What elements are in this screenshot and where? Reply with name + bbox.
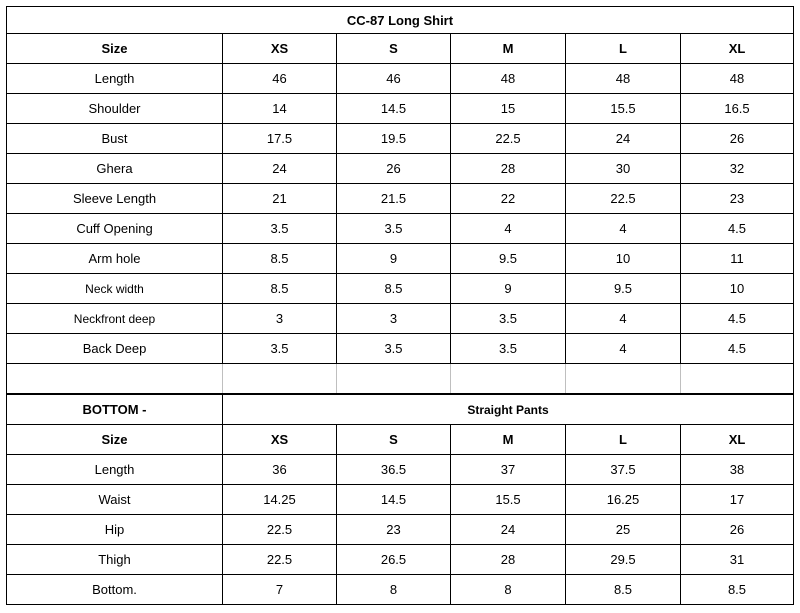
value-cell: 26 xyxy=(681,515,794,545)
value-cell: 8.5 xyxy=(681,575,794,605)
value-cell: 26 xyxy=(681,124,794,154)
pants-title: Straight Pants xyxy=(223,394,794,425)
value-cell: 8 xyxy=(451,575,566,605)
value-cell: 10 xyxy=(566,244,681,274)
row-label: Thigh xyxy=(7,545,223,575)
table-row xyxy=(7,545,794,575)
row-label: Shoulder xyxy=(7,94,223,124)
table-row xyxy=(7,244,794,274)
value-cell: 3.5 xyxy=(451,334,566,364)
value-cell: 25 xyxy=(566,515,681,545)
value-cell: 46 xyxy=(337,64,451,94)
value-cell: 14 xyxy=(223,94,337,124)
header-cell: L xyxy=(566,34,681,64)
value-cell: 28 xyxy=(451,154,566,184)
table-row xyxy=(7,334,794,364)
value-cell: 8 xyxy=(337,575,451,605)
table-row xyxy=(7,214,794,244)
value-cell: 26.5 xyxy=(337,545,451,575)
value-cell: 24 xyxy=(223,154,337,184)
value-cell: 8.5 xyxy=(223,274,337,304)
header-cell: S xyxy=(337,425,451,455)
row-label: Bust xyxy=(7,124,223,154)
table-row xyxy=(7,94,794,124)
value-cell: 10 xyxy=(681,274,794,304)
row-label: Waist xyxy=(7,485,223,515)
value-cell: 36.5 xyxy=(337,455,451,485)
value-cell: 14.5 xyxy=(337,485,451,515)
empty-cell xyxy=(681,364,794,395)
title-row xyxy=(7,7,794,34)
table-row xyxy=(7,64,794,94)
header-cell: XS xyxy=(223,425,337,455)
value-cell: 15 xyxy=(451,94,566,124)
value-cell: 26 xyxy=(337,154,451,184)
value-cell: 4.5 xyxy=(681,304,794,334)
row-label: Arm hole xyxy=(7,244,223,274)
header-cell: Size xyxy=(7,425,223,455)
row-label: Bottom. xyxy=(7,575,223,605)
row-label: Neckfront deep xyxy=(7,304,223,334)
value-cell: 15.5 xyxy=(566,94,681,124)
value-cell: 38 xyxy=(681,455,794,485)
value-cell: 21 xyxy=(223,184,337,214)
value-cell: 9 xyxy=(451,274,566,304)
value-cell: 22.5 xyxy=(223,545,337,575)
table-row xyxy=(7,304,794,334)
row-label: Ghera xyxy=(7,154,223,184)
header-cell: M xyxy=(451,425,566,455)
row-label: Sleeve Length xyxy=(7,184,223,214)
value-cell: 23 xyxy=(337,515,451,545)
header-cell: XL xyxy=(681,34,794,64)
value-cell: 24 xyxy=(451,515,566,545)
value-cell: 16.5 xyxy=(681,94,794,124)
empty-cell xyxy=(7,364,223,395)
bottom-section-label: BOTTOM - xyxy=(7,394,223,425)
value-cell: 4 xyxy=(451,214,566,244)
row-label: Hip xyxy=(7,515,223,545)
empty-cell xyxy=(566,364,681,395)
value-cell: 48 xyxy=(451,64,566,94)
value-cell: 9.5 xyxy=(451,244,566,274)
value-cell: 23 xyxy=(681,184,794,214)
value-cell: 3.5 xyxy=(223,334,337,364)
table-row xyxy=(7,575,794,605)
value-cell: 8.5 xyxy=(337,274,451,304)
row-label: Neck width xyxy=(7,274,223,304)
table-row xyxy=(7,515,794,545)
value-cell: 22.5 xyxy=(223,515,337,545)
value-cell: 21.5 xyxy=(337,184,451,214)
value-cell: 7 xyxy=(223,575,337,605)
empty-cell xyxy=(337,364,451,395)
value-cell: 4.5 xyxy=(681,214,794,244)
header-cell: Size xyxy=(7,34,223,64)
header-cell: XS xyxy=(223,34,337,64)
header-cell: XL xyxy=(681,425,794,455)
size-chart-table xyxy=(6,6,794,605)
value-cell: 30 xyxy=(566,154,681,184)
table-row xyxy=(7,184,794,214)
value-cell: 48 xyxy=(566,64,681,94)
value-cell: 48 xyxy=(681,64,794,94)
shirt-title: CC-87 Long Shirt xyxy=(7,7,794,34)
value-cell: 22.5 xyxy=(566,184,681,214)
bottom-section-row xyxy=(7,394,794,425)
value-cell: 14.5 xyxy=(337,94,451,124)
value-cell: 17 xyxy=(681,485,794,515)
value-cell: 3.5 xyxy=(337,214,451,244)
spacer-row xyxy=(7,364,794,395)
table-row xyxy=(7,455,794,485)
row-label: Cuff Opening xyxy=(7,214,223,244)
table-row xyxy=(7,274,794,304)
value-cell: 4 xyxy=(566,334,681,364)
row-label: Back Deep xyxy=(7,334,223,364)
value-cell: 22.5 xyxy=(451,124,566,154)
value-cell: 4 xyxy=(566,304,681,334)
value-cell: 9 xyxy=(337,244,451,274)
value-cell: 14.25 xyxy=(223,485,337,515)
header-row xyxy=(7,425,794,455)
header-cell: L xyxy=(566,425,681,455)
value-cell: 3 xyxy=(223,304,337,334)
value-cell: 46 xyxy=(223,64,337,94)
value-cell: 15.5 xyxy=(451,485,566,515)
table-row xyxy=(7,154,794,184)
value-cell: 29.5 xyxy=(566,545,681,575)
empty-cell xyxy=(451,364,566,395)
value-cell: 3.5 xyxy=(337,334,451,364)
value-cell: 37.5 xyxy=(566,455,681,485)
value-cell: 3.5 xyxy=(223,214,337,244)
value-cell: 37 xyxy=(451,455,566,485)
row-label: Length xyxy=(7,455,223,485)
value-cell: 4.5 xyxy=(681,334,794,364)
value-cell: 36 xyxy=(223,455,337,485)
value-cell: 24 xyxy=(566,124,681,154)
value-cell: 9.5 xyxy=(566,274,681,304)
table-row xyxy=(7,485,794,515)
value-cell: 32 xyxy=(681,154,794,184)
empty-cell xyxy=(223,364,337,395)
value-cell: 16.25 xyxy=(566,485,681,515)
value-cell: 22 xyxy=(451,184,566,214)
value-cell: 11 xyxy=(681,244,794,274)
value-cell: 28 xyxy=(451,545,566,575)
header-cell: S xyxy=(337,34,451,64)
header-cell: M xyxy=(451,34,566,64)
value-cell: 4 xyxy=(566,214,681,244)
value-cell: 31 xyxy=(681,545,794,575)
header-row xyxy=(7,34,794,64)
table-row xyxy=(7,124,794,154)
value-cell: 17.5 xyxy=(223,124,337,154)
value-cell: 8.5 xyxy=(566,575,681,605)
value-cell: 19.5 xyxy=(337,124,451,154)
value-cell: 3.5 xyxy=(451,304,566,334)
value-cell: 8.5 xyxy=(223,244,337,274)
row-label: Length xyxy=(7,64,223,94)
value-cell: 3 xyxy=(337,304,451,334)
